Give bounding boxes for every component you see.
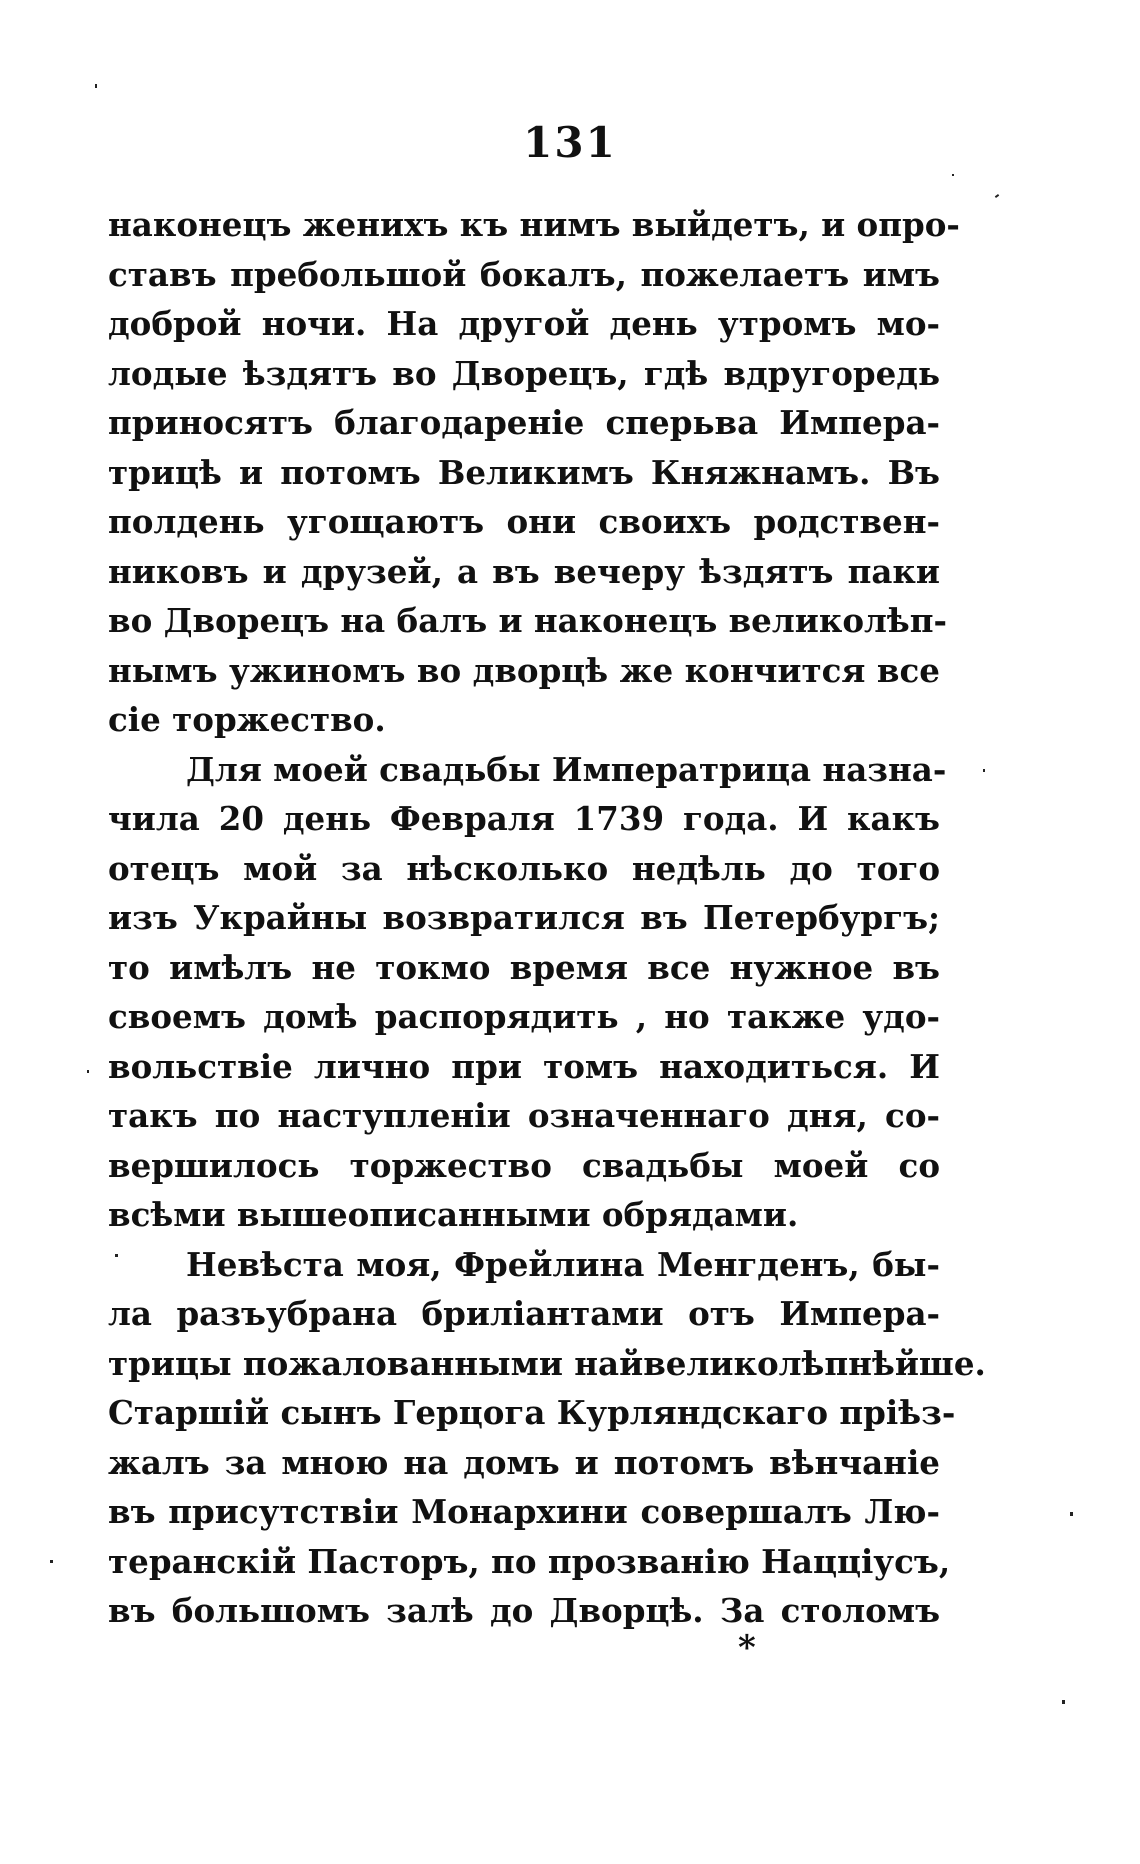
text-line: лодые ѣздятъ во Дворецъ, гдѣ вдругоредь bbox=[108, 353, 940, 393]
text-line: то имѣлъ не токмо время все нужное въ bbox=[108, 947, 940, 987]
text-line: отецъ мой за нѣсколько недѣль до того bbox=[108, 848, 940, 888]
text-line: всѣми вышеописанными обрядами. bbox=[108, 1195, 799, 1234]
text-line: своемъ домѣ распорядить , но также удо- bbox=[108, 997, 940, 1036]
scan-speck bbox=[1070, 1512, 1073, 1516]
text-line: въ присутствіи Монархини совершалъ Лю- bbox=[108, 1492, 940, 1531]
text-line: трицѣ и потомъ Великимъ Княжнамъ. Въ bbox=[108, 452, 940, 492]
text-line: во Дворецъ на балъ и наконецъ великолѣп- bbox=[108, 601, 948, 640]
text-line: приносятъ благодареніе сперьва Импера- bbox=[108, 403, 940, 442]
text-line: ставъ пребольшой бокалъ, пожелаетъ имъ bbox=[108, 254, 940, 294]
text-line: въ большомъ залѣ до Дворцѣ. За столомъ bbox=[108, 1591, 940, 1630]
text-line: Невѣста моя, Фрейлина Менгденъ, бы- bbox=[186, 1244, 940, 1284]
body-text bbox=[108, 200, 986, 1636]
scan-speck bbox=[1062, 1700, 1065, 1704]
text-line: Для моей свадьбы Императрица назна- bbox=[186, 749, 947, 789]
scan-speck bbox=[87, 1070, 89, 1073]
text-line: доброй ночи. На другой день утромъ мо- bbox=[108, 304, 940, 343]
text-line: теранскій Пасторъ, по прозванію Нацціусъ, bbox=[108, 1541, 951, 1581]
text-line: нымъ ужиномъ во дворцѣ же кончится все bbox=[108, 650, 940, 690]
text-line: сіе торжество. bbox=[108, 700, 386, 739]
text-line: жалъ за мною на домъ и потомъ вѣнчаніе bbox=[108, 1442, 940, 1482]
text-line: никовъ и друзей, а въ вечеру ѣздятъ паки bbox=[108, 551, 940, 591]
text-line: трицы пожалованными найвеликолѣпнѣйше. bbox=[108, 1343, 986, 1383]
text-line: полдень угощаютъ они своихъ родствен- bbox=[108, 502, 940, 541]
scan-speck bbox=[995, 194, 999, 198]
scan-speck bbox=[95, 84, 97, 88]
text-line: изъ Украйны возвратился въ Петербургъ; bbox=[108, 898, 940, 937]
page-number: 131 bbox=[523, 118, 617, 167]
scan-speck bbox=[952, 174, 954, 176]
text-line: ла разъубрана бриліантами отъ Импера- bbox=[108, 1294, 940, 1333]
text-line: чила 20 день Февраля 1739 года. И какъ bbox=[108, 799, 940, 838]
text-line: вольствіе лично при томъ находиться. И bbox=[108, 1046, 940, 1086]
text-line: вершилось торжество свадьбы моей со bbox=[108, 1145, 940, 1185]
scan-speck bbox=[50, 1560, 53, 1563]
text-line: Старшій сынъ Герцога Курляндскаго пріѣз- bbox=[108, 1393, 956, 1432]
scan-speck bbox=[115, 1254, 118, 1257]
signature-mark: * bbox=[738, 1628, 756, 1668]
text-line: такъ по наступленіи означеннаго дня, со- bbox=[108, 1096, 940, 1135]
text-line: наконецъ женихъ къ нимъ выйдетъ, и опро- bbox=[108, 205, 960, 244]
scan-speck bbox=[983, 769, 985, 772]
